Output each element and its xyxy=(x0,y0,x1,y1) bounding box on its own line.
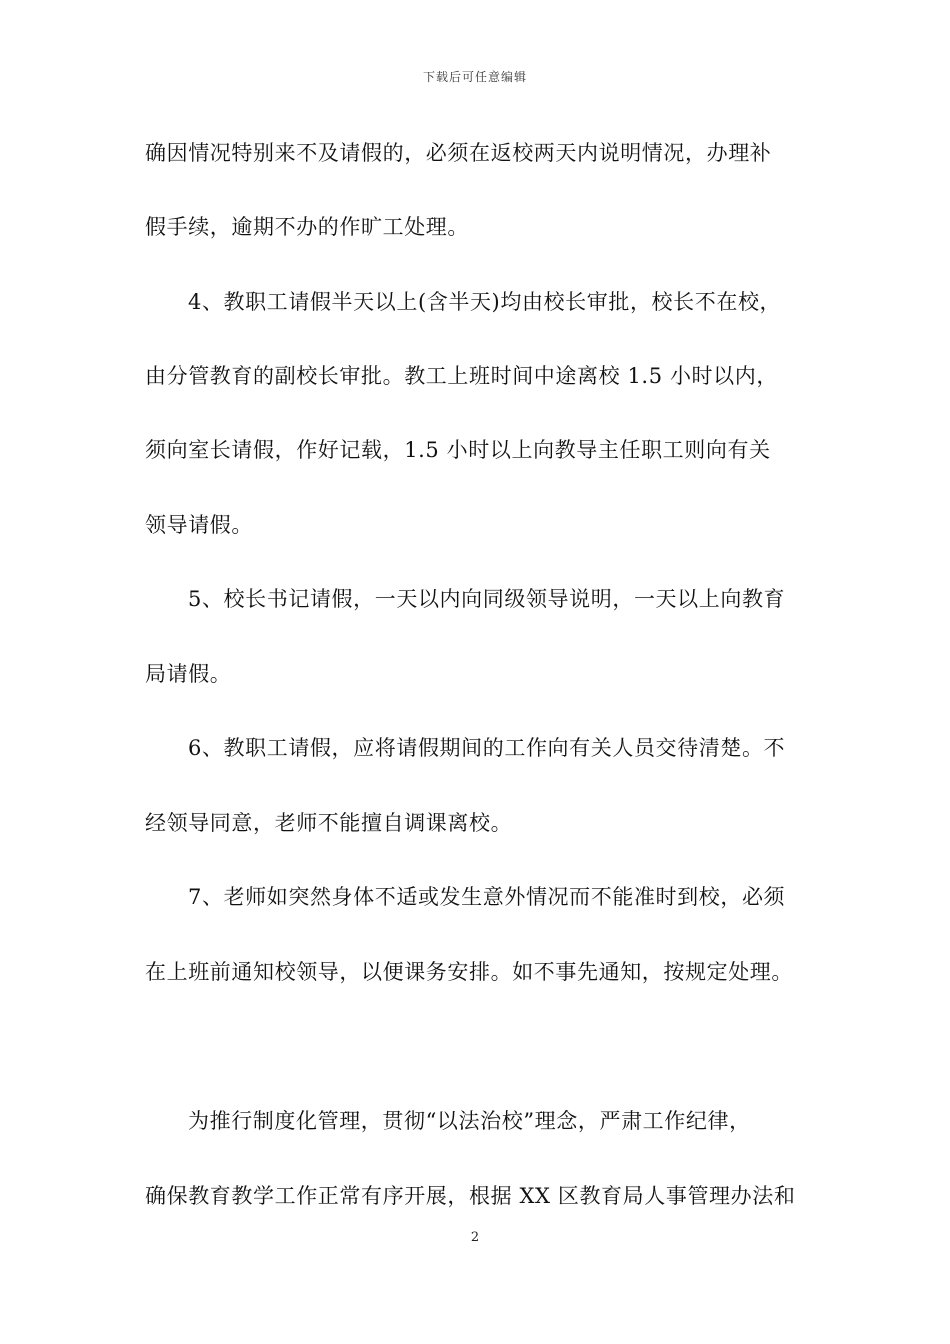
text-line: 假手续，逾期不办的作旷工处理。 xyxy=(145,215,469,239)
text-line: 确保教育教学工作正常有序开展，根据 XX 区教育局人事管理办法和 xyxy=(145,1184,796,1208)
text-line: 为推行制度化管理，贯彻“以法治校”理念，严肃工作纪律， xyxy=(188,1109,751,1133)
page-header: 下载后可任意编辑 xyxy=(422,70,527,84)
text-line: 5、校长书记请假，一天以内向同级领导说明，一天以上向教育 xyxy=(188,587,786,611)
text-line: 局请假。 xyxy=(145,662,232,686)
text-line: 领导请假。 xyxy=(145,513,253,537)
text-line: 经领导同意，老师不能擅自调课离校。 xyxy=(145,811,513,835)
text-line: 6、教职工请假，应将请假期间的工作向有关人员交待清楚。不 xyxy=(188,736,786,760)
text-line: 7、老师如突然身体不适或发生意外情况而不能准时到校，必须 xyxy=(188,885,786,909)
text-line: 由分管教育的副校长审批。教工上班时间中途离校 1.5 小时以内， xyxy=(145,364,778,388)
text-line: 须向室长请假，作好记载，1.5 小时以上向教导主任职工则向有关 xyxy=(145,438,771,462)
text-line: 4、教职工请假半天以上(含半天)均由校长审批，校长不在校， xyxy=(188,290,782,314)
page-number: 2 xyxy=(470,1230,480,1245)
text-line: 在上班前通知校领导，以便课务安排。如不事先通知，按规定处理。 xyxy=(145,960,793,984)
text-line: 确因情况特别来不及请假的，必须在返校两天内说明情况，办理补 xyxy=(145,141,772,165)
